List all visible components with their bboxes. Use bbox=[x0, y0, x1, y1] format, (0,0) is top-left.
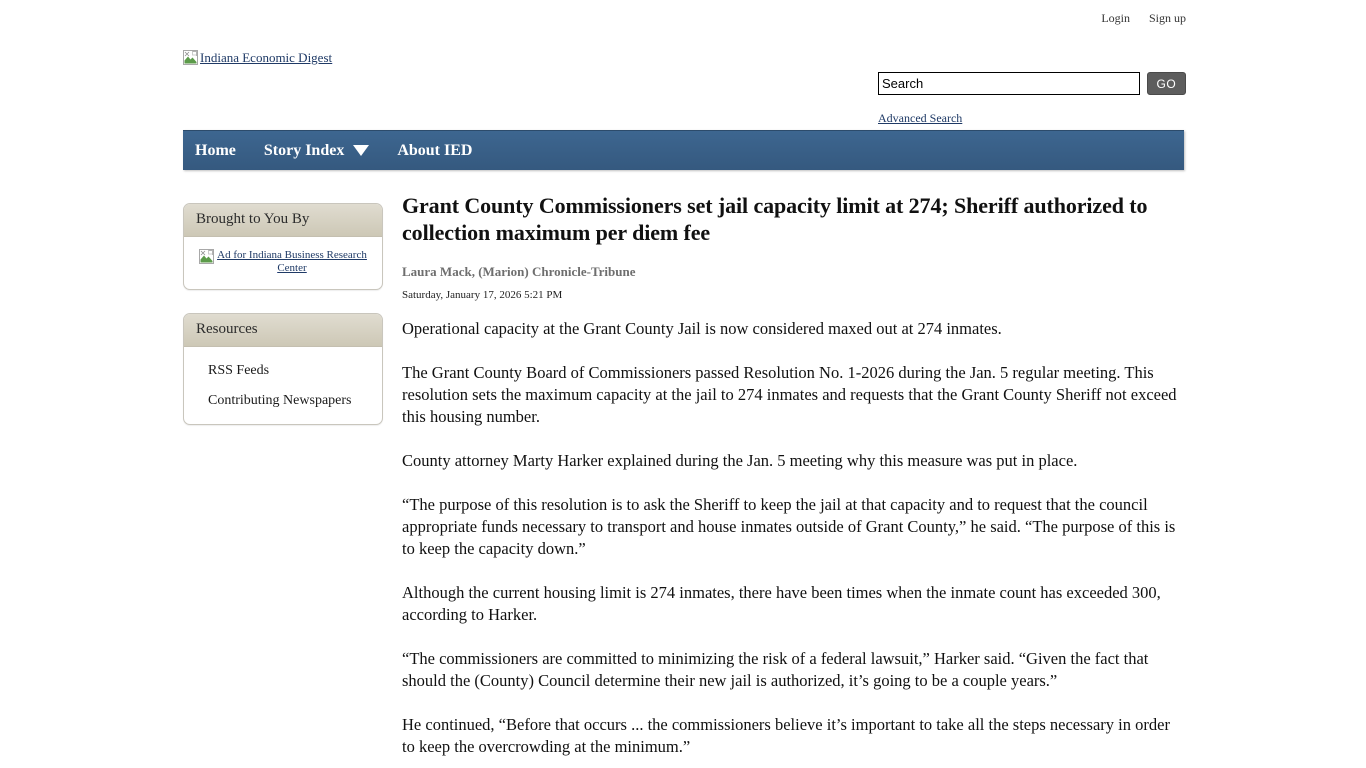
article-body bbox=[402, 318, 1184, 758]
account-bar bbox=[0, 11, 1186, 26]
nav-item-about-ied-label: About IED bbox=[397, 141, 473, 159]
login-link[interactable]: Login bbox=[1101, 11, 1130, 25]
article-timestamp: Saturday, January 17, 2026 5:21 PM bbox=[402, 289, 563, 301]
advanced-search-link[interactable]: Advanced Search bbox=[878, 111, 963, 125]
search-row bbox=[878, 72, 1186, 95]
nav-item-story-index[interactable] bbox=[250, 131, 383, 170]
sponsor-panel bbox=[183, 203, 383, 290]
site-logo-link[interactable] bbox=[183, 50, 332, 65]
resources-item-rss-feeds[interactable]: RSS Feeds bbox=[208, 363, 270, 378]
article-byline: Laura Mack, (Marion) Chronicle-Tribune bbox=[402, 264, 636, 279]
article-headline: Grant County Commissioners set jail capacity limit at 274; Sheriff authorized to collection maximum per diem fee bbox=[402, 193, 1148, 245]
nav-item-about-ied[interactable] bbox=[383, 131, 486, 170]
article-paragraph: The Grant County Board of Commissioners passed Resolution No. 1-2026 during the Jan. 5 regular meeting. This resolution sets the maximum capacity at the jail to 274 inmates and requests that the Grant County Sheriff not exceed this housing number. bbox=[402, 363, 1177, 426]
article-paragraph: Operational capacity at the Grant County Jail is now considered maxed out at 274 inmates. bbox=[402, 319, 1002, 338]
article-paragraph: He continued, “Before that occurs ... the commissioners believe it’s important to take all the steps necessary in order to keep the overcrowding at the minimum.” bbox=[402, 715, 1170, 756]
broken-image-icon bbox=[199, 249, 214, 264]
article-paragraph: “The commissioners are committed to minimizing the risk of a federal lawsuit,” Harker said. “Given the fact that should the (County) Council determine their new jail is authorized, it’s going to be a couple years.” bbox=[402, 649, 1149, 690]
signup-link[interactable]: Sign up bbox=[1148, 11, 1186, 25]
resources-panel-title: Resources bbox=[184, 314, 382, 347]
sponsor-ad-link[interactable] bbox=[194, 249, 372, 275]
site-logo-alt-text: Indiana Economic Digest bbox=[200, 50, 333, 65]
sponsor-ad-alt-text: Ad for Indiana Business Research Center bbox=[217, 249, 367, 274]
search-area bbox=[878, 72, 1186, 126]
nav-item-home[interactable] bbox=[183, 131, 250, 170]
article-paragraph: Although the current housing limit is 274 inmates, there have been times when the inmate count has exceeded 300, according to Harker. bbox=[402, 583, 1161, 624]
article-paragraph: County attorney Marty Harker explained during the Jan. 5 meeting why this measure was put in place. bbox=[402, 451, 1078, 470]
primary-navigation bbox=[183, 130, 1184, 170]
broken-image-icon bbox=[183, 50, 198, 65]
article bbox=[402, 192, 1184, 768]
chevron-down-icon bbox=[353, 145, 369, 156]
nav-item-story-index-label: Story Index bbox=[263, 141, 345, 159]
resources-item-contributing-newspapers[interactable]: Contributing Newspapers bbox=[208, 393, 352, 408]
search-go-button[interactable]: GO bbox=[1147, 72, 1186, 95]
search-input[interactable] bbox=[878, 72, 1140, 95]
nav-item-home-label: Home bbox=[195, 141, 236, 159]
resources-list bbox=[184, 347, 382, 424]
sponsor-panel-body bbox=[184, 237, 382, 289]
sidebar bbox=[183, 203, 383, 448]
article-paragraph: “The purpose of this resolution is to ask the Sheriff to keep the jail at that capacity and to request that the council appropriate funds necessary to transport and house inmates outside of Grant County,” he said. “The purpose of this is to keep the capacity down.” bbox=[402, 495, 1176, 558]
resources-panel bbox=[183, 313, 383, 425]
sponsor-panel-title: Brought to You By bbox=[184, 204, 382, 237]
